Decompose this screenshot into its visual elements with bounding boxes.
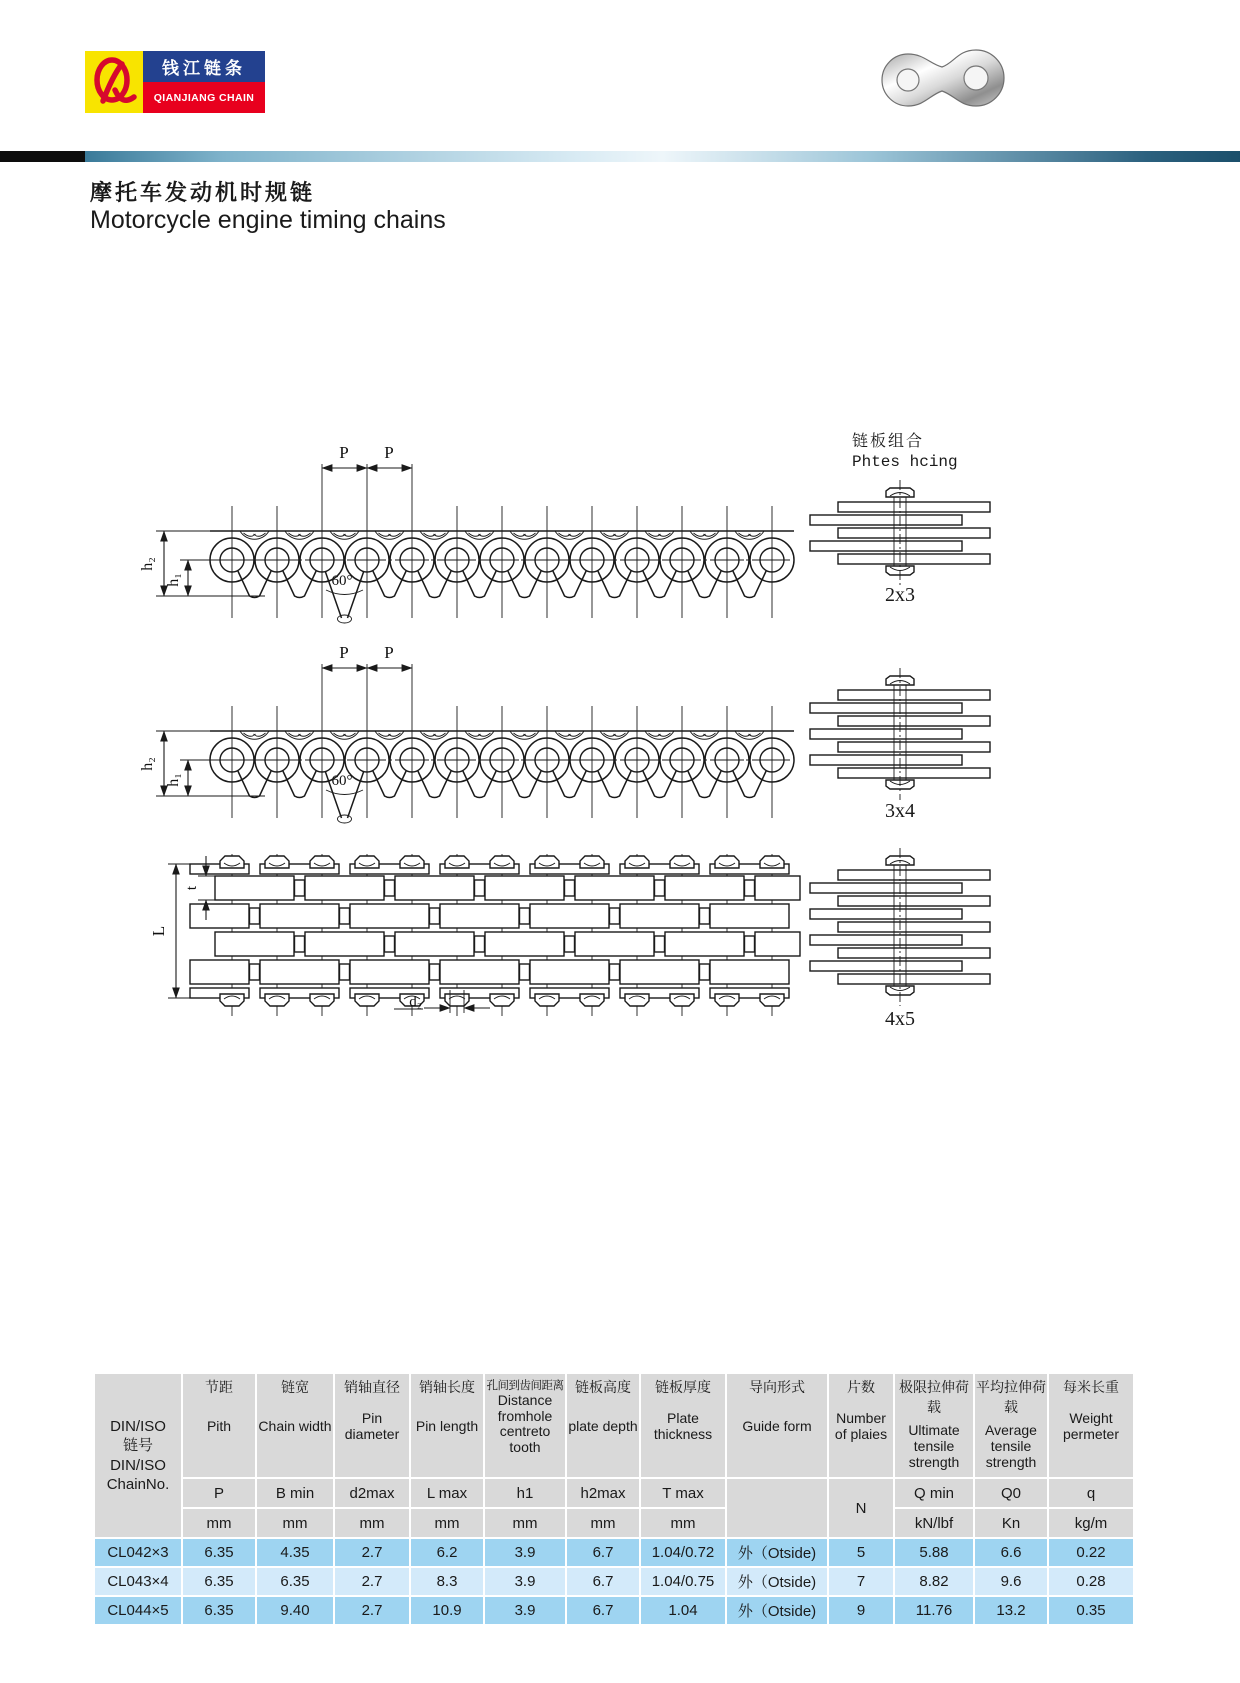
value-cell: 外（Otside) [727, 1568, 827, 1595]
col-header-chain-width: 链宽 Chain width [257, 1374, 333, 1477]
value-cell: 11.76 [895, 1597, 973, 1624]
unit-cell: mm [567, 1509, 639, 1537]
footer-pattern [0, 1621, 80, 1683]
logo-monogram [85, 51, 143, 113]
col-header-weight: 每米长重 Weight permeter [1049, 1374, 1133, 1477]
chain-no-header-line1: DIN/ISO [110, 1417, 166, 1435]
t-label: t [184, 885, 200, 891]
value-cell: 6.35 [183, 1597, 255, 1624]
value-cell: 8.82 [895, 1568, 973, 1595]
d2-label: d₂ [409, 994, 422, 1010]
lacing-label-4x5: 4x5 [885, 1008, 915, 1030]
col-header-plate-depth: 链板高度 plate depth [567, 1374, 639, 1477]
unit-cell: mm [641, 1509, 725, 1537]
value-cell: 0.22 [1049, 1539, 1133, 1566]
col-header-plate-thickness: 链板厚度 Plate thickness [641, 1374, 725, 1477]
chain-no-header-line3: DIN/ISO [110, 1456, 166, 1474]
value-cell: 4.35 [257, 1539, 333, 1566]
value-cell: 3.9 [485, 1539, 565, 1566]
guide-form-blank-cell [727, 1479, 827, 1537]
page-title-en: Motorcycle engine timing chains [90, 206, 446, 234]
value-cell: 2.7 [335, 1539, 409, 1566]
value-cell: 9.40 [257, 1597, 333, 1624]
divider-bar [0, 151, 1240, 162]
lacing-stack-3x4 [800, 668, 1000, 800]
chain-no-header [95, 1374, 181, 1537]
unit-cell: mm [411, 1509, 483, 1537]
lacing-label-3x4: 3x4 [885, 800, 915, 822]
col-header-guide-form: 导向形式 Guide form [727, 1374, 827, 1477]
unit-cell: mm [257, 1509, 333, 1537]
sym-cell: h2max [567, 1479, 639, 1507]
value-cell: 1.04/0.72 [641, 1539, 725, 1566]
col-header-average-strength: 平均拉伸荷载 Average tensile strength [975, 1374, 1047, 1477]
value-cell: 5.88 [895, 1539, 973, 1566]
value-cell: 3.9 [485, 1568, 565, 1595]
unit-cell: kg/m [1049, 1509, 1133, 1537]
value-cell: 6.7 [567, 1539, 639, 1566]
chain-no-cell: CL044×5 [95, 1597, 181, 1624]
value-cell: 13.2 [975, 1597, 1047, 1624]
value-cell: 0.35 [1049, 1597, 1133, 1624]
unit-cell: mm [183, 1509, 255, 1537]
sym-cell: h1 [485, 1479, 565, 1507]
lacing-label-2x3: 2x3 [885, 584, 915, 606]
value-cell: 6.2 [411, 1539, 483, 1566]
table-row-cl042x3 [95, 1539, 1133, 1566]
chain-no-header-line2: 链号 [122, 1437, 153, 1454]
col-header-pitch: 节距 Pith [183, 1374, 255, 1477]
page-title-cn: 摩托车发动机时规链 [90, 180, 316, 205]
value-cell: 8.3 [411, 1568, 483, 1595]
side-view-diagram-2 [120, 628, 820, 833]
value-cell: 1.04 [641, 1597, 725, 1624]
sym-cell: T max [641, 1479, 725, 1507]
value-cell: 6.35 [183, 1568, 255, 1595]
chain-plate-image [868, 38, 1018, 118]
value-cell: 9 [829, 1597, 893, 1624]
value-cell: 5 [829, 1539, 893, 1566]
unit-cell: kN/lbf [895, 1509, 973, 1537]
sym-cell: B min [257, 1479, 333, 1507]
col-header-distance: 孔间到齿间距离 Distance fromhole centreto tooth [485, 1374, 565, 1477]
sym-cell: L max [411, 1479, 483, 1507]
lacing-stack-4x5 [800, 848, 1000, 1006]
value-cell: 6.6 [975, 1539, 1047, 1566]
top-view-diagram [120, 848, 820, 1023]
col-header-number-of-plates: 片数 Number of plaies [829, 1374, 893, 1477]
lacing-title-en: Phtes hcing [852, 453, 958, 471]
value-cell: 10.9 [411, 1597, 483, 1624]
col-header-pin-length: 销轴长度 Pin length [411, 1374, 483, 1477]
L-label: L [149, 925, 168, 937]
value-cell: 6.35 [257, 1568, 333, 1595]
value-cell: 7 [829, 1568, 893, 1595]
chain-no-cell: CL043×4 [95, 1568, 181, 1595]
side-view-diagram-1 [120, 428, 820, 633]
lacing-stack-2x3 [800, 480, 1000, 586]
unit-cell: mm [335, 1509, 409, 1537]
unit-cell: mm [485, 1509, 565, 1537]
value-cell: 1.04/0.75 [641, 1568, 725, 1595]
sym-cell: Q0 [975, 1479, 1047, 1507]
lacing-title [800, 428, 1000, 471]
unit-cell: Kn [975, 1509, 1047, 1537]
value-cell: 3.9 [485, 1597, 565, 1624]
sym-cell: q [1049, 1479, 1133, 1507]
col-header-pin-diameter: 销轴直径 Pin diameter [335, 1374, 409, 1477]
divider-black-segment [0, 151, 85, 162]
value-cell: 2.7 [335, 1597, 409, 1624]
chain-no-cell: CL042×3 [95, 1539, 181, 1566]
logo-q-icon [85, 51, 143, 113]
value-cell: 0.28 [1049, 1568, 1133, 1595]
divider-gradient-segment [85, 151, 1240, 162]
chain-no-header-line4: ChainNo. [106, 1476, 170, 1493]
value-cell: 外（Otside) [727, 1597, 827, 1624]
brand-box [143, 51, 265, 113]
sym-cell-n: N [829, 1479, 893, 1537]
table-row-cl044x5 [95, 1597, 1133, 1624]
value-cell: 6.7 [567, 1568, 639, 1595]
value-cell: 2.7 [335, 1568, 409, 1595]
brand-name-en: QIANJIANG CHAIN [143, 82, 265, 113]
col-header-ultimate-strength: 极限拉伸荷载 Ultimate tensile strength [895, 1374, 973, 1477]
brand-name-cn: 钱江链条 [143, 51, 265, 82]
sym-cell: d2max [335, 1479, 409, 1507]
table-row-cl043x4 [95, 1568, 1133, 1595]
sym-cell: Q min [895, 1479, 973, 1507]
sym-cell: P [183, 1479, 255, 1507]
lacing-title-cn: 链板组合 [852, 433, 925, 450]
value-cell: 6.7 [567, 1597, 639, 1624]
spec-table [93, 1372, 1135, 1626]
value-cell: 6.35 [183, 1539, 255, 1566]
value-cell: 9.6 [975, 1568, 1047, 1595]
company-logo [85, 51, 265, 113]
value-cell: 外（Otside) [727, 1539, 827, 1566]
